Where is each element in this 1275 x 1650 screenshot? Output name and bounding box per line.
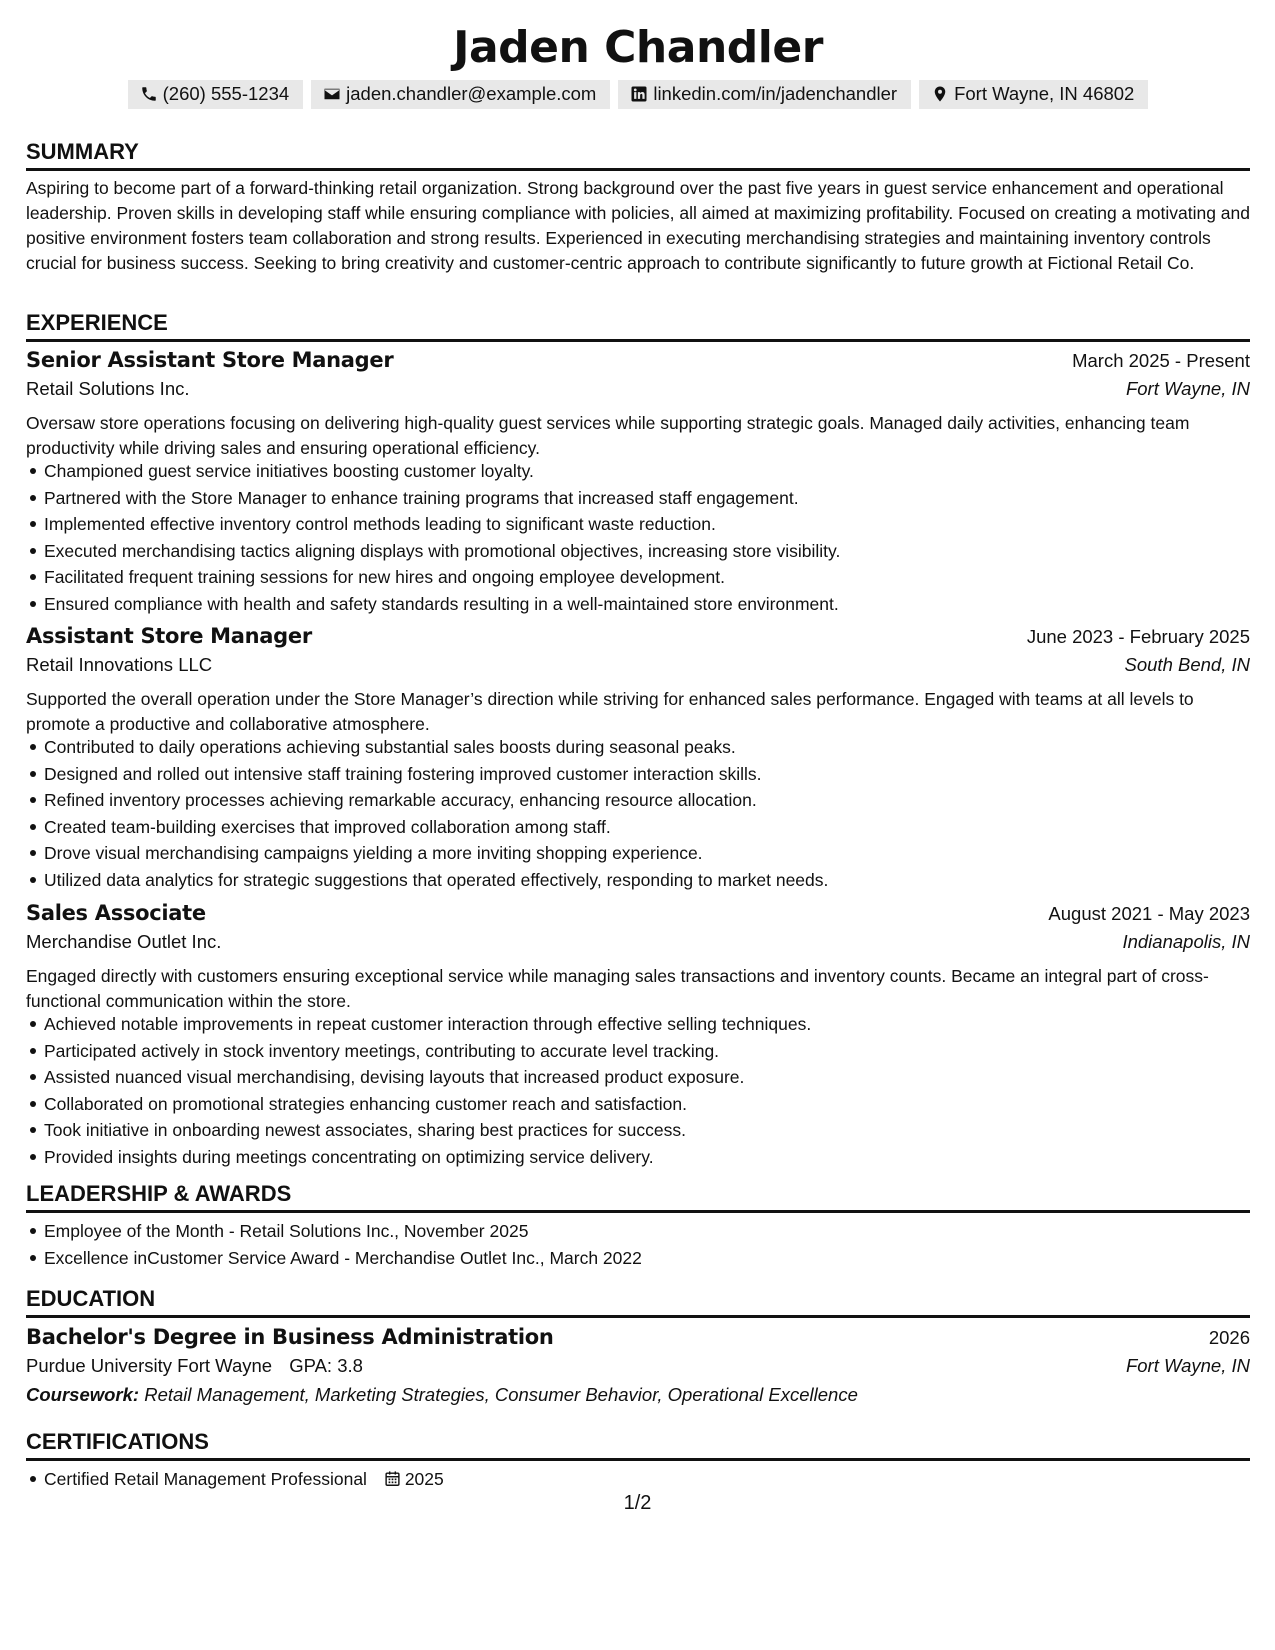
list-item: Designed and rolled out intensive staff training fostering improved customer interaction skills. (44, 761, 1268, 788)
list-item: Assisted nuanced visual merchandising, devising layouts that increased product exposure. (44, 1064, 1268, 1091)
education-heading: EDUCATION (26, 1286, 1250, 1318)
job-header (26, 348, 1250, 372)
list-item: Participated actively in stock inventory meetings, contributing to accurate level tracking. (44, 1038, 1268, 1065)
company-name: Retail Innovations LLC (26, 654, 213, 675)
job-title: Sales Associate (26, 901, 206, 925)
linkedin-contact[interactable] (618, 80, 911, 109)
certifications-heading: CERTIFICATIONS (26, 1429, 1250, 1461)
list-item: Utilized data analytics for strategic suggestions that operated effectively, responding to market needs. (44, 867, 1268, 894)
list-item: Achieved notable improvements in repeat customer interaction through effective selling techniques. (44, 1011, 1268, 1038)
list-item: Collaborated on promotional strategies enhancing customer reach and satisfaction. (44, 1091, 1268, 1118)
candidate-name: Jaden Chandler (453, 22, 823, 73)
email-contact[interactable] (311, 80, 610, 109)
job-company-row (26, 654, 1250, 676)
list-item: Implemented effective inventory control methods leading to significant waste reduction. (44, 511, 1268, 538)
phone-contact[interactable] (128, 80, 304, 109)
job-header (26, 901, 1250, 925)
job-dates: August 2021 - May 2023 (1048, 903, 1250, 924)
job-company-row (26, 931, 1250, 953)
job-location: South Bend, IN (1124, 654, 1250, 675)
list-item: Contributed to daily operations achieving substantial sales boosts during seasonal peaks. (44, 734, 1268, 761)
job-location: Fort Wayne, IN (1125, 378, 1250, 399)
linkedin-icon (630, 85, 648, 103)
list-item: Employee of the Month - Retail Solutions Inc., November 2025 (44, 1218, 1268, 1245)
list-item: Facilitated frequent training sessions for new hires and ongoing employee development. (44, 564, 1268, 591)
degree-row (26, 1325, 1250, 1349)
list-item: Championed guest service initiatives boosting customer loyalty. (44, 458, 1268, 485)
job-company-row (26, 378, 1250, 400)
certification-year: 2025 (404, 1469, 444, 1489)
linkedin-text: linkedin.com/in/jadenchandler (653, 83, 898, 104)
coursework (26, 1384, 858, 1406)
list-item: Ensured compliance with health and safety standards resulting in a well-maintained store environment. (44, 591, 1268, 618)
list-item: Refined inventory processes achieving remarkable accuracy, enhancing resource allocation. (44, 787, 1268, 814)
school-info (26, 1355, 363, 1377)
list-item: Partnered with the Store Manager to enhance training programs that increased staff engagement. (44, 485, 1268, 512)
job-dates: March 2025 - Present (1072, 350, 1250, 371)
summary-heading: SUMMARY (26, 139, 1250, 171)
company-name: Retail Solutions Inc. (26, 378, 190, 399)
job-header (26, 624, 1250, 648)
job-description: Engaged directly with customers ensuring exceptional service while managing sales transactions and inventory counts. Became an integral part of cross-functional communication within the store. (26, 966, 1209, 1011)
list-item: Executed merchandising tactics aligning displays with promotional objectives, increasing store visibility. (44, 538, 1268, 565)
list-item: Took initiative in onboarding newest associates, sharing best practices for success. (44, 1117, 1268, 1144)
envelope-icon (323, 85, 341, 103)
job-description: Supported the overall operation under the Store Manager’s direction while striving for enhanced sales performance. Engaged with teams at all levels to promote a productive and collaborative atmosphere. (26, 689, 1194, 734)
list-item (44, 1466, 1268, 1493)
school-row (26, 1355, 1250, 1377)
list-item: Provided insights during meetings concentrating on optimizing service delivery. (44, 1144, 1268, 1171)
phone-icon (140, 85, 158, 103)
job-description: Oversaw store operations focusing on delivering high-quality guest services while supporting strategic goals. Managed daily activities, enhancing team productivity while driving sales and ensuring operational efficiency. (26, 413, 1190, 458)
location-contact (919, 80, 1148, 109)
coursework-label: Coursework: (26, 1384, 140, 1405)
gpa: GPA: 3.8 (289, 1355, 363, 1376)
coursework-list: Retail Management, Marketing Strategies, Consumer Behavior, Operational Excellence (144, 1384, 858, 1405)
job-title: Assistant Store Manager (26, 624, 312, 648)
school-location: Fort Wayne, IN (1125, 1355, 1250, 1376)
company-name: Merchandise Outlet Inc. (26, 931, 222, 952)
list-item: Excellence inCustomer Service Award - Merchandise Outlet Inc., March 2022 (44, 1245, 1268, 1272)
calendar-icon (384, 1470, 401, 1487)
summary-text: Aspiring to become part of a forward-thinking retail organization. Strong background over the past five years in guest service enhancement and operational leadership. Proven skills in developing staff while ensuring compliance with policies, all aimed at maximizing profitability. Focused on creating a motivating and positive environment fosters team collaboration and strong results. Experienced in executing merchandising strategies and maintaining inventory controls crucial for business success. Seeking to bring creativity and customer-centric approach to contribute significantly to future growth at Fictional Retail Co. (26, 178, 1251, 273)
page-number: 1/2 (623, 1492, 652, 1514)
map-pin-icon (931, 85, 949, 103)
location-text: Fort Wayne, IN 46802 (954, 83, 1135, 104)
list-item: Created team-building exercises that improved collaboration among staff. (44, 814, 1268, 841)
certification-name: Certified Retail Management Professional (44, 1469, 367, 1489)
phone-text: (260) 555-1234 (162, 83, 290, 104)
job-bullets (26, 734, 1268, 893)
leadership-heading: LEADERSHIP & AWARDS (26, 1181, 1250, 1213)
experience-heading: EXPERIENCE (26, 310, 1250, 342)
school-name: Purdue University Fort Wayne (26, 1355, 273, 1376)
contact-bar (26, 80, 1250, 109)
graduation-year: 2026 (1208, 1327, 1250, 1348)
job-dates: June 2023 - February 2025 (1026, 626, 1250, 647)
degree-title: Bachelor's Degree in Business Administration (26, 1325, 554, 1349)
job-location: Indianapolis, IN (1122, 931, 1250, 952)
certifications-list (26, 1466, 1268, 1493)
job-title: Senior Assistant Store Manager (26, 348, 394, 372)
job-bullets (26, 1011, 1268, 1170)
list-item: Drove visual merchandising campaigns yielding a more inviting shopping experience. (44, 840, 1268, 867)
job-bullets (26, 458, 1268, 617)
awards-list (26, 1218, 1268, 1271)
email-text: jaden.chandler@example.com (346, 83, 597, 104)
